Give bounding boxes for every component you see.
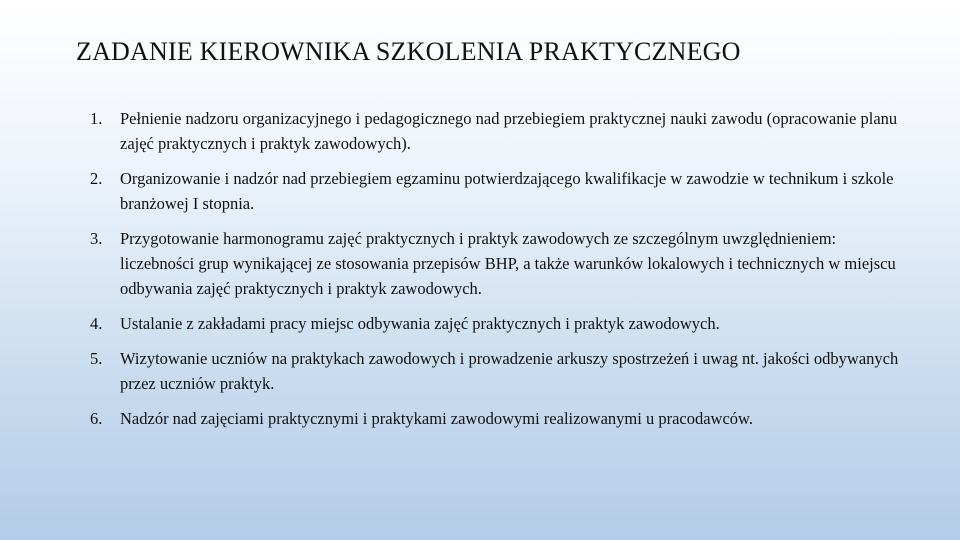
list-item-text: Nadzór nad zajęciami praktycznymi i praktykami zawodowymi realizowanymi u pracodawców. [120, 409, 754, 428]
list-item-text: Pełnienie nadzoru organizacyjnego i pedagogicznego nad przebiegiem praktycznej nauki zawodu (opracowanie planu zajęć praktycznych i praktyk zawodowych). [120, 109, 898, 153]
list-item-text: Organizowanie i nadzór nad przebiegiem egzaminu potwierdzającego kwalifikacje w zawodzie w technikum i szkole branżowej I stopnia. [120, 169, 894, 213]
list-item-number: 2. [90, 169, 103, 188]
list-item [90, 226, 910, 301]
list-item-text: Wizytowanie uczniów na praktykach zawodowych i prowadzenie arkuszy spostrzeżeń i uwag nt. jakości odbywanych przez uczniów praktyk. [120, 349, 899, 393]
list-item [90, 106, 910, 156]
list-item-text: Przygotowanie harmonogramu zajęć praktycznych i praktyk zawodowych ze szczególnym uwzględnieniem: liczebności grup wynikającej ze stosowania przepisów BHP, a także warunków lokalowych i technicznych w miejscu odbywania zajęć praktycznych i praktyk zawodowych. [120, 229, 896, 298]
list-item [90, 406, 910, 431]
list-item-number: 1. [90, 109, 103, 128]
list-item-number: 3. [90, 229, 103, 248]
list-item-number: 6. [90, 409, 103, 428]
list-item-number: 5. [90, 349, 103, 368]
duties-list [90, 106, 910, 441]
slide-title: ZADANIE KIEROWNIKA SZKOLENIA PRAKTYCZNEGO [76, 37, 741, 66]
list-item-text: Ustalanie z zakładami pracy miejsc odbywania zajęć praktycznych i praktyk zawodowych. [120, 314, 720, 333]
list-item [90, 166, 910, 216]
list-item [90, 311, 910, 336]
list-item-number: 4. [90, 314, 103, 333]
list-item [90, 346, 910, 396]
